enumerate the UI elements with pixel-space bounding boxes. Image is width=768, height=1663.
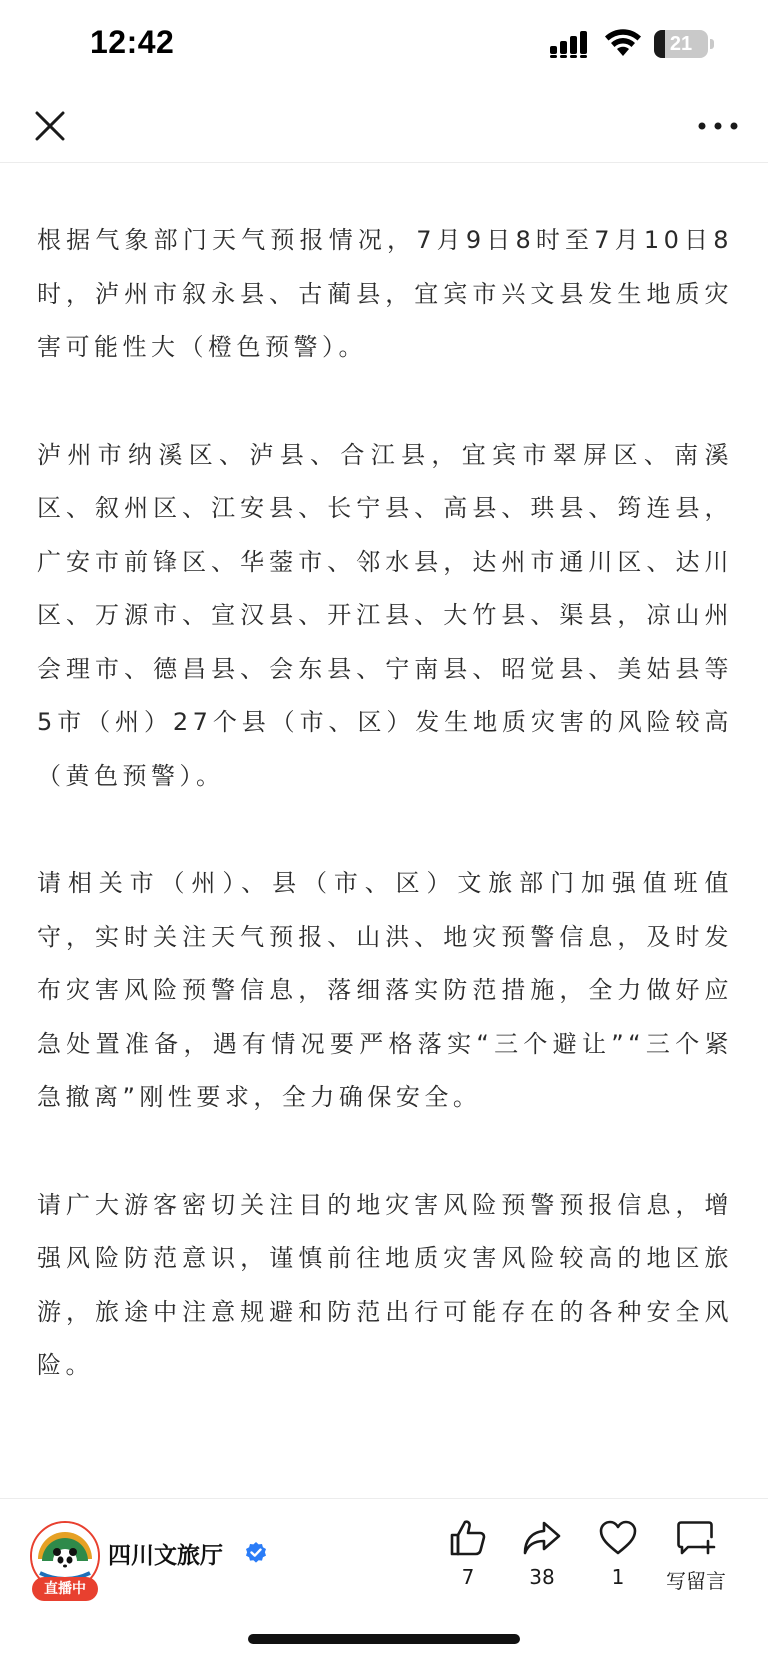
close-icon[interactable] xyxy=(28,104,72,148)
battery-body xyxy=(654,30,708,58)
favorite-count: 1 xyxy=(611,1565,625,1589)
status-time: 12:42 xyxy=(90,24,175,60)
live-badge: 直播中 xyxy=(32,1577,98,1601)
home-indicator[interactable] xyxy=(248,1634,520,1644)
comment-add-icon xyxy=(676,1519,716,1557)
write-comment-button[interactable] xyxy=(656,1519,736,1615)
like-button[interactable] xyxy=(428,1519,508,1615)
article-paragraph: 请广大游客密切关注目的地灾害风险预警预报信息，增强风险防范意识，谨慎前往地质灾害风险较高的地区旅游，旅途中注意规避和防范出行可能存在的各种安全风险。 xyxy=(37,1190,733,1379)
article-paragraph: 请相关市（州）、县（市、区）文旅部门加强值班值守，实时关注天气预报、山洪、地灾预警信息，及时发布灾害风险预警信息，落细落实防范措施，全力做好应急处置准备，遇有情况要严格落实“三个避让”“三个紧急撤离”刚性要求，全力确保安全。 xyxy=(37,869,733,1111)
cellular-signal-icon xyxy=(550,30,592,58)
wifi-icon xyxy=(604,28,642,58)
like-count: 7 xyxy=(461,1565,475,1589)
thumbs-up-icon xyxy=(448,1519,488,1557)
share-arrow-icon xyxy=(522,1519,562,1557)
nav-bar xyxy=(0,90,768,163)
more-dots-icon[interactable] xyxy=(692,110,744,142)
share-button[interactable] xyxy=(502,1519,582,1615)
share-count: 38 xyxy=(529,1565,555,1589)
favorite-button[interactable] xyxy=(578,1519,658,1615)
verified-check-icon xyxy=(244,1541,268,1565)
article-paragraph: 泸州市纳溪区、泸县、合江县，宜宾市翠屏区、南溪区、叙州区、江安县、长宁县、高县、珙县、筠连县，广安市前锋区、华蓥市、邻水县，达州市通川区、达川区、万源市、宣汉县、开江县、大竹县、渠县，凉山州会理市、德昌县、会东县、宁南县、昭觉县、美姑县等5市（州）27个县（市、区）发生地质灾害的风险较高（黄色预警）。 xyxy=(37,440,733,790)
article-body xyxy=(37,214,733,1447)
status-bar xyxy=(0,0,768,90)
battery-cap xyxy=(710,39,714,49)
account-name[interactable]: 四川文旅厅 xyxy=(108,1543,223,1569)
account-avatar[interactable] xyxy=(30,1521,100,1597)
battery-level: 21 xyxy=(669,33,693,55)
battery-indicator xyxy=(654,30,716,58)
write-comment-label: 写留言 xyxy=(666,1569,726,1593)
heart-icon xyxy=(598,1519,638,1557)
article-paragraph: 根据气象部门天气预报情况，7月9日8时至7月10日8时，泸州市叙永县、古蔺县，宜宾市兴文县发生地质灾害可能性大（橙色预警）。 xyxy=(37,226,733,361)
